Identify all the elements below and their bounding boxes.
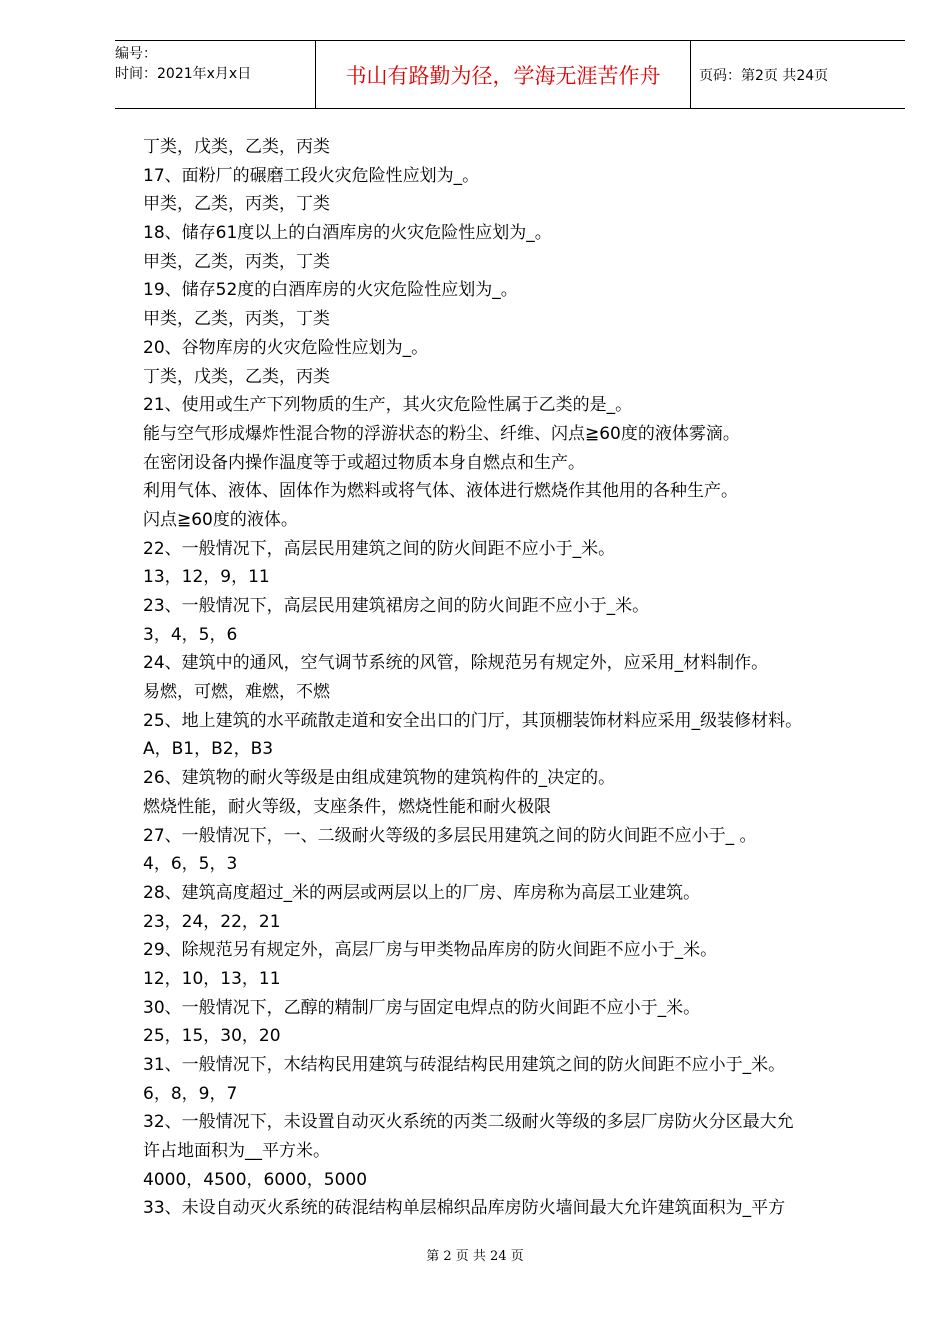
answer-options: 25，15，30，20: [143, 1026, 281, 1047]
question-text: 27、一般情况下，一、二级耐火等级的多层民用建筑之间的防火间距不应小于_ 。: [143, 825, 757, 846]
answer-options: 丁类，戊类，乙类，丙类: [143, 366, 330, 387]
header-page-number: 页码：第2页 共24页: [699, 67, 829, 84]
question-text: 21、使用或生产下列物质的生产，其火灾危险性属于乙类的是_。: [143, 395, 633, 416]
answer-options: 能与空气形成爆炸性混合物的浮游状态的粉尘、纤维、闪点≧60度的液体雾滴。: [143, 423, 740, 444]
answer-options: 闪点≧60度的液体。: [143, 509, 298, 530]
question-text: 29、除规范另有规定外，高层厂房与甲类物品库房的防火间距不应小于_米。: [143, 940, 718, 961]
number-label: 编号：: [115, 46, 157, 62]
answer-options: 许占地面积为__平方米。: [143, 1141, 330, 1162]
question-text: 33、未设自动灭火系统的砖混结构单层棉织品库房防火墙间最大允许建筑面积为_平方: [143, 1198, 786, 1219]
answer-options: 利用气体、液体、固体作为燃料或将气体、液体进行燃烧作其他用的各种生产。: [143, 481, 738, 502]
header-motto: 书山有路勤为径，学海无涯苦作舟: [315, 41, 691, 108]
question-text: 31、一般情况下，木结构民用建筑与砖混结构民用建筑之间的防火间距不应小于_米。: [143, 1055, 786, 1075]
question-text: 23、一般情况下，高层民用建筑裙房之间的防火间距不应小于_米。: [143, 596, 650, 616]
question-text: 28、建筑高度超过_米的两层或两层以上的厂房、库房称为高层工业建筑。: [143, 882, 701, 903]
question-text: 17、面粉厂的碾磨工段火灾危险性应划为_。: [143, 165, 480, 186]
question-text: 25、地上建筑的水平疏散走道和安全出口的门厅，其顶棚装饰材料应采用_级装修材料。: [143, 710, 803, 731]
page-header: [115, 40, 905, 109]
answer-options: 燃烧性能，耐火等级，支座条件，燃烧性能和耐火极限: [143, 796, 551, 817]
question-text: 18、储存61度以上的白酒库房的火灾危险性应划为_。: [143, 223, 552, 244]
answer-options: A，B1，B2，B3: [143, 739, 274, 760]
question-text: 22、一般情况下，高层民用建筑之间的防火间距不应小于_米。: [143, 538, 616, 559]
question-text: 30、一般情况下，乙醇的精制厂房与固定电焊点的防火间距不应小于_米。: [143, 997, 701, 1018]
answer-options: 在密闭设备内操作温度等于或超过物质本身自燃点和生产。: [143, 452, 585, 473]
answer-options: 4，6，5，3: [143, 854, 238, 875]
answer-options: 4000，4500，6000，5000: [143, 1169, 368, 1190]
answer-options: 6，8，9，7: [143, 1083, 238, 1104]
answer-options: 易燃，可燃，难燃，不燃: [143, 682, 330, 703]
question-text: 19、储存52度的白酒库房的火灾危险性应划为_。: [143, 280, 518, 301]
answer-options: 甲类，乙类，丙类，丁类: [143, 309, 330, 330]
page-footer: 第 2 页 共 24 页: [426, 1249, 524, 1264]
time-label: 时间：2021年x月x日: [115, 66, 252, 82]
question-text: 20、谷物库房的火灾危险性应划为_。: [143, 337, 429, 358]
answer-options: 甲类，乙类，丙类，丁类: [143, 194, 330, 215]
answer-options: 3，4，5，6: [143, 624, 238, 645]
answer-options: 13，12，9，11: [143, 567, 270, 588]
header-meta: [115, 41, 315, 111]
question-text: 32、一般情况下，未设置自动灭火系统的丙类二级耐火等级的多层厂房防火分区最大允: [143, 1112, 794, 1133]
question-text: 24、建筑中的通风，空气调节系统的风管，除规范另有规定外，应采用_材料制作。: [143, 653, 769, 674]
answer-options: 丁类，戊类，乙类，丙类: [143, 137, 330, 157]
document-body: [143, 133, 883, 1223]
question-text: 26、建筑物的耐火等级是由组成建筑物的建筑构件的_决定的。: [143, 768, 616, 789]
answer-options: 甲类，乙类，丙类，丁类: [143, 251, 330, 272]
answer-options: 12，10，13，11: [143, 968, 281, 989]
answer-options: 23，24，22，21: [143, 911, 281, 932]
